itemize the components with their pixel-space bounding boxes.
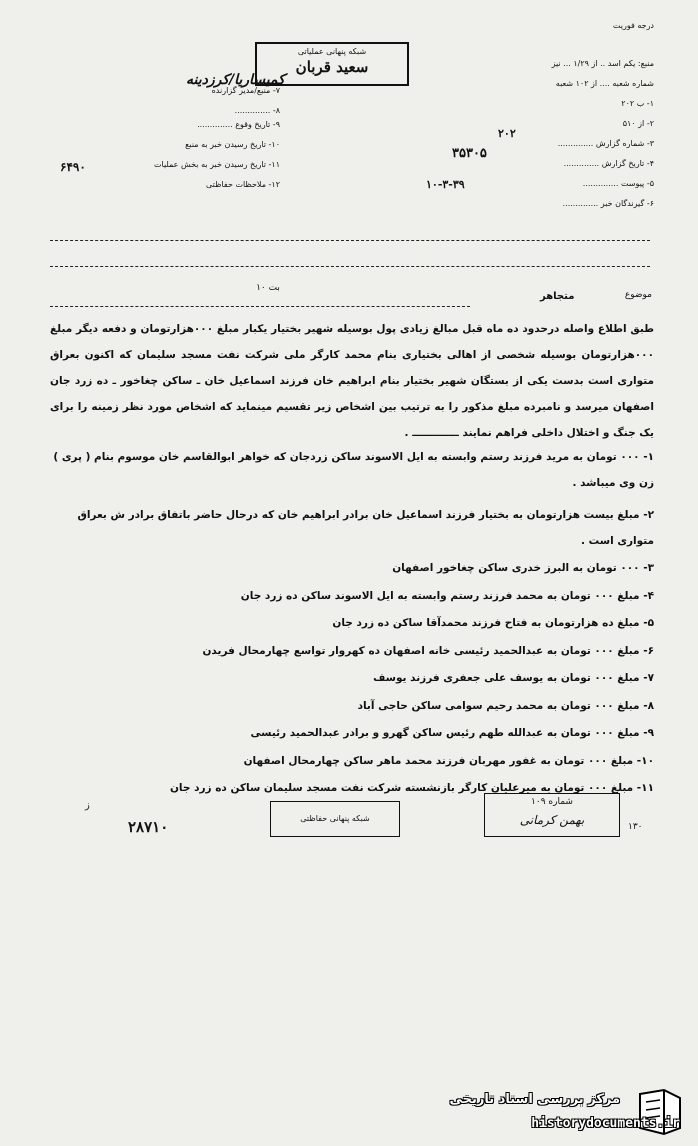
handwritten-report-number: ۳۵۳۰۵ <box>452 146 487 161</box>
bottom-stamp-right <box>484 793 620 837</box>
list-item: ۸- مبلغ ۰۰۰ تومان به محمد رحیم سوامی ساکن حاجی آباد <box>357 699 654 712</box>
header-field: ۱۰- تاریخ رسیدن خبر به منبع <box>185 140 280 149</box>
archive-number: ۲۸۷۱۰ <box>128 818 169 836</box>
list-item: ۷- مبلغ ۰۰۰ تومان به یوسف علی جعفری فرزند یوسف <box>373 672 654 684</box>
separator-line <box>50 240 650 241</box>
body-paragraph: طبق اطلاع واصله درحدود ده ماه قبل مبالغ زیادی پول بوسیله شهیر بختیار یکبار مبلغ ۰۰۰هزارتومان و دفعه دیگر مبلغ ۰۰۰هزارتومان بوسیله شخصی از اهالی بختیاری بنام محمد کارگر ملی شرکت نفت مسجد سلیمان که اکنون بعراق متواری است بدست یکی از بستگان شهیر بختیار بنام ابراهیم خان فرزند اسماعیل خان ـ ساکن چغاخور ـ ده زرد جان اصفهان میرسد و نامبرده مبلغ مذکور را به ترتیب بین اشخاص زیر تقسیم مینماید که اشخاص مورد نظر زمینه را برای یک جنگ و اختلال داخلی فراهم نمایند ـــــــــــــ . <box>50 323 654 439</box>
right-number: ۱۳۰ <box>628 822 643 832</box>
header-field: ۱۱- تاریخ رسیدن خبر به بخش عملیات <box>153 160 280 169</box>
list-item: ۳- ۰۰۰ تومان به البرز خدری ساکن چغاخور اصفهان <box>392 562 654 574</box>
header-field: ۱- ب ۲۰۲ <box>621 99 654 108</box>
header-field: شماره شعبه .... از ۱۰۲ شعبه <box>555 79 654 88</box>
header-field: ۸- .............. <box>234 106 280 115</box>
watermark-org: مرکز بررسی اسناد تاریخی <box>449 1092 620 1107</box>
subject-value: متجاهر <box>540 291 575 302</box>
small-mark: بت ۱۰ <box>256 283 280 293</box>
header-field: ۲- از ۵۱۰ <box>622 119 654 128</box>
list-item: ۱۱- مبلغ ۰۰۰ تومان به میرعلیان کارگر بازنشسته شرکت نفت مسجد سلیمان ساکن ده زرد جان <box>169 782 654 794</box>
bottom-stamp-left <box>270 801 400 837</box>
handwritten-top-note: کمیساریا/کرزدینه <box>186 72 285 88</box>
stamp-value: سعید قربان <box>295 58 369 76</box>
header-field: ۹- تاریخ وقوع .............. <box>197 120 280 129</box>
watermark-url: historydocuments.ir <box>531 1116 680 1131</box>
header-field: ۴- تاریخ گزارش .............. <box>563 159 654 168</box>
bottom-stamp-left-text: شبکه پنهانی حفاظتی <box>300 814 370 823</box>
list-item: ۱۰- مبلغ ۰۰۰ تومان به غفور مهربان فرزند محمد ماهر ساکن چهارمحال اصفهان <box>243 754 654 767</box>
header-field: ۷- منبع/مدیر گزارنده <box>211 86 280 95</box>
header-left-fields <box>112 86 280 200</box>
separator-line <box>50 266 650 267</box>
handwritten-date: ۱۰-۳-۳۹ <box>426 178 465 191</box>
bottom-stamp-right-title: شماره ۱۰۹ <box>531 797 573 807</box>
watermark-logo <box>416 1084 690 1140</box>
stamp-title: شبکه پنهانی عملیاتی <box>297 47 367 56</box>
list-item: ۶- مبلغ ۰۰۰ تومان به عبدالحمید رئیسی خانه اصفهان ده کهروار تواسع چهارمحال فریدن <box>202 644 654 657</box>
list-item: ۴- مبلغ ۰۰۰ تومان به محمد فرزند رستم وابسته به ایل الاسوند ساکن ده زرد جان <box>240 589 654 602</box>
header-field: ۶- گیرندگان خبر .............. <box>562 199 654 208</box>
report-body <box>50 316 654 446</box>
recipients-list <box>50 444 654 810</box>
handwritten-right-number: ۲۰۲ <box>498 127 516 140</box>
urgency-label: درجه فوریت <box>612 21 654 30</box>
header-field: ۱۲- ملاحظات حفاظتی <box>206 180 280 189</box>
signature: بهمن کرمانی <box>519 813 585 827</box>
header-field: منبع: یکم اسد .. از ۱/۲۹ ... نیز <box>551 59 654 68</box>
separator-line <box>50 306 470 307</box>
left-mark: ز <box>85 800 90 811</box>
header-field: ۵- پیوست .............. <box>582 179 654 188</box>
handwritten-left-number: ۶۴۹۰ <box>60 160 86 174</box>
header-field: ۳- شماره گزارش .............. <box>557 139 654 148</box>
list-item: ۹- مبلغ ۰۰۰ تومان به عبدالله طهم رئیس ساکن گهرو و برادر عبدالحمید رئیسی <box>250 727 654 739</box>
list-item: ۲- مبلغ بیست هزارتومان به بختیار فرزند اسماعیل خان برادر ابراهیم خان که درحال حاضر باتفاق برادر ش بعراق متواری است . <box>77 509 654 547</box>
subject-label: موضوع <box>624 290 652 300</box>
list-item: ۱- ۰۰۰ تومان به مرید فرزند رستم وابسته به ایل الاسوند ساکن زردجان که خواهر ابوالقاسم خان موسوم بنام ( پری ) زن وی میباشد . <box>53 451 654 489</box>
list-item: ۵- مبلغ ده هزارتومان به فتاح فرزند محمدآقا ساکن ده زرد جان <box>332 617 654 629</box>
header-right-fields <box>552 22 654 220</box>
